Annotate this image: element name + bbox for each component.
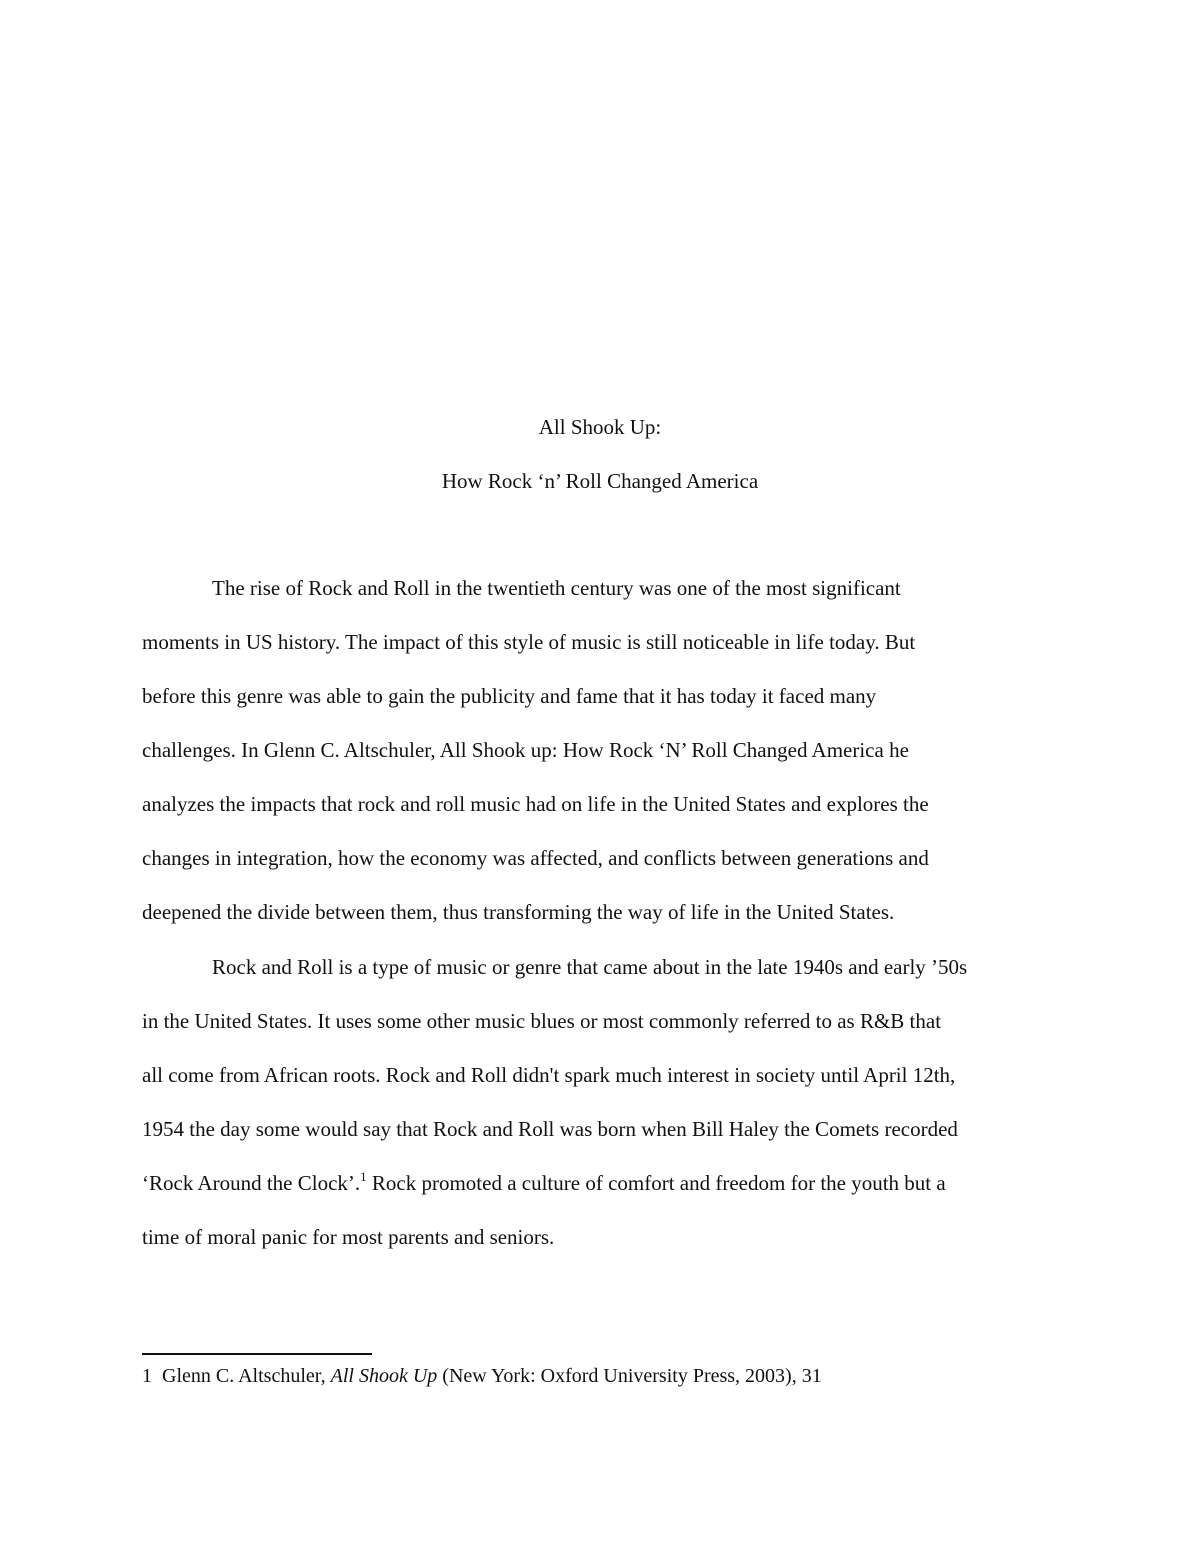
paragraph-1-line: changes in integration, how the economy was affected, and conflicts between generations and [142,846,929,870]
paragraph-1-line: moments in US history. The impact of this style of music is still noticeable in life today. But [142,630,916,654]
paragraph-2-text: ‘Rock Around the Clock’. [142,1171,361,1195]
paragraph-1-line: analyzes the impacts that rock and roll music had on life in the United States and explores the [142,792,929,816]
footnote-number: 1 [142,1365,152,1387]
footnote-publication: (New York: Oxford University Press, 2003), 31 [437,1365,822,1387]
footnote-separator [142,1353,372,1355]
paragraph-1-line: The rise of Rock and Roll in the twentieth century was one of the most significant [212,576,901,600]
paper-title: All Shook Up: [538,415,662,439]
paragraph-1-line: before this genre was able to gain the publicity and fame that it has today it faced many [142,684,877,708]
paragraph-2-line: Rock and Roll is a type of music or genre that came about in the late 1940s and early ’50s [212,955,968,979]
paragraph-2-line: time of moral panic for most parents and seniors. [142,1225,555,1249]
footnote-author: Glenn C. Altschuler, [162,1365,331,1387]
paragraph-2-text: Rock promoted a culture of comfort and freedom for the youth but a [366,1171,946,1195]
paper-subtitle: How Rock ‘n’ Roll Changed America [441,469,759,493]
paragraph-2-line: in the United States. It uses some other music blues or most commonly referred to as R&B that [142,1009,942,1033]
footnote-book-title: All Shook Up [330,1365,438,1387]
paragraph-1-line: challenges. In Glenn C. Altschuler, All Shook up: How Rock ‘N’ Roll Changed America he [142,738,909,762]
paragraph-1-line: deepened the divide between them, thus transforming the way of life in the United States. [142,900,895,924]
paragraph-2-line [142,1169,946,1197]
paragraph-2-line: all come from African roots. Rock and Roll didn't spark much interest in society until April 12th, [142,1063,956,1087]
footnote [142,1362,822,1390]
footnote-reference[interactable]: 1 [360,1169,367,1184]
paragraph-2-line: 1954 the day some would say that Rock and Roll was born when Bill Haley the Comets recorded [142,1117,958,1141]
